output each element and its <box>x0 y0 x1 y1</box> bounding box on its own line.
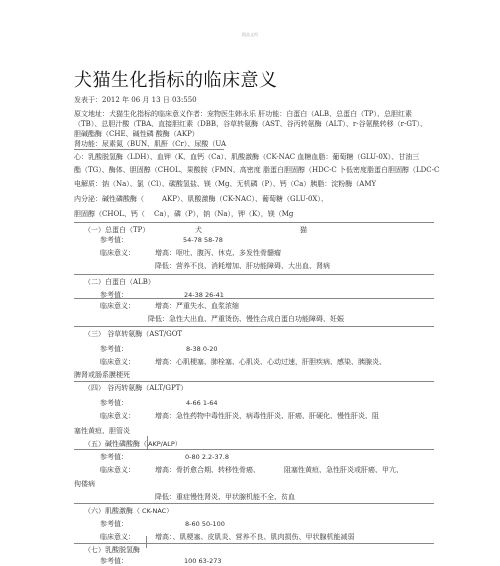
increase-text: 增高：呕吐、腹泻、休克、多发性骨髓瘤 <box>155 249 281 257</box>
decrease-text: 降低：重症慢性肾炎、甲状腺机能不全、贫血 <box>155 493 295 501</box>
table-rule <box>74 381 434 382</box>
ref-value: 4-66 1-64 <box>186 399 218 407</box>
ref-label: 参考值： <box>100 520 128 528</box>
significance-label: 临床意义： <box>100 533 135 541</box>
section-title-alb: （二）白蛋白（ALB） <box>84 278 155 286</box>
table-rule <box>74 326 434 327</box>
section-title-alt: （四） 谷丙转氨酶（ALT/GPT） <box>84 384 188 392</box>
publish-date: 发表于：2012 年 06 月 13 日 03:550 <box>74 96 197 104</box>
increase-text-cont: 脾肾或肠系膜梗死 <box>74 371 130 379</box>
significance-label: 临床意义： <box>100 302 135 310</box>
increase-text: 增高：严重失水、血浆浓缩 <box>155 302 239 310</box>
section-title-ast: （三） 谷草转氨酶（AST/GOT <box>84 330 183 338</box>
ref-label: 参考值： <box>100 399 128 407</box>
increase-text-cont: 塞性黄疸、胆管炎 <box>74 427 130 435</box>
ref-value: 24-38 26-41 <box>184 291 224 299</box>
section-title-ck: （六）肌酸激酶（ <box>84 507 140 515</box>
intro-line: 酯（TG）、酶体、胆固醇（CHOL、果酸胺（FMN、高密度 脂蛋白胆固醇（HDC-C 卜低密度脂蛋白胆固醇（LDC-C <box>74 166 440 174</box>
page-title: 犬猫生化指标的临床意义 <box>74 70 278 91</box>
section-title-akp: （五）碱性磷酸酶（ <box>84 440 147 448</box>
ref-label: 参考值： <box>100 345 128 353</box>
decrease-text: 降低：营养不良、消耗增加、肝功能障碍、大出血、肾病 <box>155 262 330 270</box>
ref-value: 100 63-273 <box>184 557 222 565</box>
increase-text: 增高：、肌梗塞、皮肌炎、营养不良、肌肉损伤、甲状腺机能减弱 <box>155 533 355 541</box>
section-title-ck-code: CK-NAC） <box>142 507 173 515</box>
intro-line: （TB）、总胆汁酸（TBA、直接胆红素（DBB、谷草转氨酶（AST、谷丙转氨酶（ALT）、r-谷氨酰转移（r-GT）、 <box>74 120 428 128</box>
intro-line: 内分泌：碱性磷酸酶（ <box>74 195 144 203</box>
increase-text-cont: 佝偻病 <box>74 480 95 488</box>
table-rule <box>74 274 434 275</box>
increase-text: 增高：心肌梗塞、肺栓塞、心肌炎、心动过速，肝胆疾病、感染、胰腺炎、 <box>155 358 386 366</box>
ref-value: 0-80 2.2-37.8 <box>185 453 229 461</box>
ref-label: 参考值： <box>100 236 128 244</box>
intro-line: 肾功能：尿素氮（BUN、肌酐（Cr）、尿酸（UA <box>74 140 227 148</box>
section-title-akp-code: AKP/ALP） <box>148 440 182 448</box>
decrease-text: 降低：急性大出血、严重烫伤、慢性合成白蛋白功能障碍、妊娠 <box>148 315 344 323</box>
intro-line: 心：乳酸脱氢酶（LDH）、血钾（K、血钙（Ca）、肌酸激酶（CK-NAC 血糖血脂：葡萄糖（GLU-0X）、甘油三 <box>74 153 420 161</box>
column-header-dog: 犬 <box>195 226 202 234</box>
intro-line: 原文地址：犬猫生化指标的临床意义作者：宠物医生韩永乐 肝功能：白蛋白（ALB、总蛋白（TP）、总胆红素 <box>74 110 412 118</box>
ref-label: 参考值： <box>100 453 128 461</box>
table-rule <box>74 449 434 450</box>
table-rule <box>74 222 434 223</box>
table-rule <box>147 436 148 450</box>
ref-label: 参考值： <box>100 557 128 565</box>
significance-label: 临床意义： <box>100 358 135 366</box>
increase-text: 阻塞性黄疸、急性肝炎或肝癌、甲亢、 <box>284 466 403 474</box>
ref-value: 8-60 50-100 <box>185 520 225 528</box>
significance-label: 临床意义： <box>100 412 135 420</box>
section-title-ldh: （七）乳酸脱氢酶 <box>84 546 140 554</box>
ref-label: 参考值： <box>100 291 128 299</box>
increase-text: 增高：骨折愈合期、转移性骨癌、 <box>155 466 260 474</box>
intro-line: 电解质：钠（Na）、氯（Cl）、碳酸氢盐、镁（Mg、无机磷（P）、钙（Ca）胰脂：淀粉酶（AMY <box>74 180 377 188</box>
ref-value: 54-78 58-78 <box>183 236 223 244</box>
intro-line: Ca），磷（P），钠（Na），钾（K），镁（Mg <box>154 210 294 218</box>
intro-line: 胆固醇（CHOL、钙（ <box>74 210 145 218</box>
table-rule <box>146 536 147 548</box>
table-rule <box>74 543 434 544</box>
table-rule <box>74 298 434 299</box>
significance-label: 临床意义： <box>100 466 135 474</box>
intro-line: 胆碱酯酶（CHE、碱性磷 酸酶（AKP） <box>74 130 199 138</box>
increase-text: 增高：急性药物中毒性肝炎、病毒性肝炎、肝癌、肝硬化、慢性肝炎、阻 <box>155 412 379 420</box>
significance-label: 临床意义： <box>100 249 135 257</box>
column-header-cat: 猫 <box>300 226 307 234</box>
intro-line: AKP）、肌酸激酶（CK-NAC）、葡萄糖（GLU-0X）、 <box>162 195 328 203</box>
ref-value: 8-38 0-20 <box>186 345 218 353</box>
page-watermark: 精品文档 <box>242 32 258 37</box>
section-title-tp: （一）总蛋白（TP） <box>84 226 150 234</box>
table-rule <box>74 503 434 504</box>
underline <box>74 149 224 150</box>
